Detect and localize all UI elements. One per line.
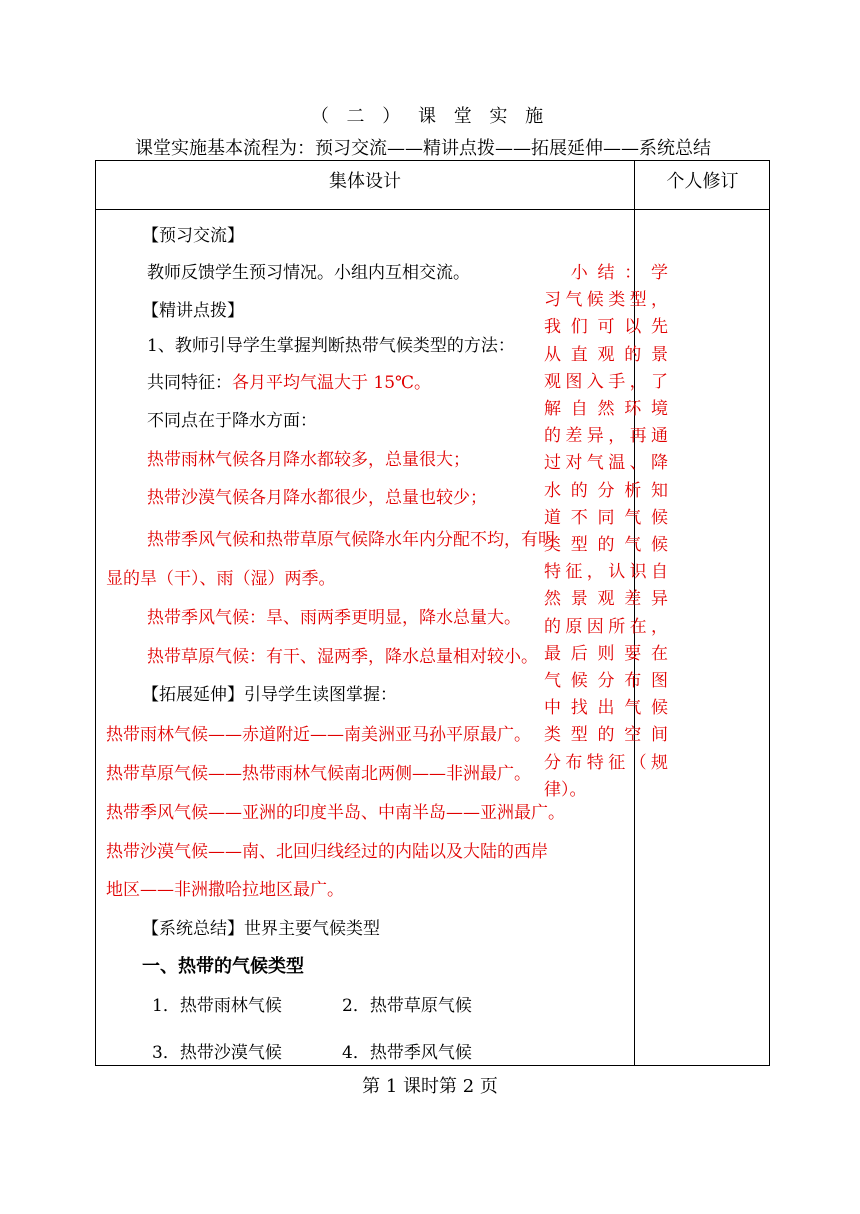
text-line bbox=[142, 914, 380, 939]
list-item: 2．热带草原气候 bbox=[342, 996, 472, 1016]
note-line: 解自然环境 bbox=[544, 399, 668, 420]
text-line: 教师反馈学生预习情况。小组内互相交流。 bbox=[147, 263, 470, 283]
text-line: 热带季风气候和热带草原气候降水年内分配不均，有明 bbox=[147, 530, 555, 550]
note-line: 分布特征（规 bbox=[544, 752, 668, 773]
lesson-table bbox=[95, 160, 770, 1066]
header-personal-revision: 个人修订 bbox=[666, 171, 739, 192]
list-item: 4．热带季风气候 bbox=[342, 1043, 472, 1063]
heading-preview-exchange: 【预习交流】 bbox=[142, 226, 244, 246]
heading-extension: 【拓展延伸】 bbox=[142, 685, 244, 705]
text-line: 地区——非洲撒哈拉地区最广。 bbox=[106, 880, 344, 900]
page-footer: 第 1 课时第 2 页 bbox=[362, 1076, 498, 1097]
text-line bbox=[142, 680, 397, 705]
note-line: 最后则要在 bbox=[544, 643, 668, 664]
text-line bbox=[147, 368, 431, 393]
summary-subheading: 一、热带的气候类型 bbox=[142, 956, 304, 977]
note-line: 过对气温、降 bbox=[544, 453, 668, 474]
note-line: 我们可以先 bbox=[544, 317, 668, 338]
heading-key-explanation: 【精讲点拨】 bbox=[142, 301, 244, 321]
header-collective-design: 集体设计 bbox=[329, 171, 401, 192]
heading-summary: 【系统总结】 bbox=[142, 919, 244, 939]
text-line: 显的旱（干）、雨（湿）两季。 bbox=[106, 569, 336, 589]
note-line: 气候分布图 bbox=[544, 671, 668, 692]
text-line: 不同点在于降水方面： bbox=[147, 411, 317, 431]
text-line: 热带草原气候：有干、湿两季，降水总量相对较小。 bbox=[147, 647, 538, 667]
note-line: 的原因所在， bbox=[544, 616, 668, 637]
list-item: 3．热带沙漠气候 bbox=[152, 1043, 282, 1063]
personal-revision-note bbox=[544, 260, 668, 804]
text-line: 热带沙漠气候——南、北回归线经过的内陆以及大陆的西岸 bbox=[106, 842, 548, 862]
text-line: 热带草原气候——热带雨林气候南北两侧——非洲最广。 bbox=[106, 764, 531, 784]
list-item: 1．热带雨林气候 bbox=[152, 996, 282, 1016]
label-common-feature: 共同特征： bbox=[147, 373, 232, 393]
note-line: 类型的空间 bbox=[544, 725, 668, 746]
note-line: 小结：学 bbox=[544, 263, 668, 283]
note-line: 然景观差异 bbox=[544, 589, 668, 610]
text-line: 1、教师引导学生掌握判断热带气候类型的方法： bbox=[147, 336, 515, 356]
summary-text: 世界主要气候类型 bbox=[244, 919, 380, 939]
common-feature-value: 各月平均气温大于 15℃。 bbox=[232, 373, 432, 393]
note-line: 习气候类型， bbox=[544, 290, 668, 311]
note-line: 道不同气候 bbox=[544, 507, 668, 528]
note-line: 中找出气候 bbox=[544, 698, 668, 719]
text-line: 热带雨林气候各月降水都较多，总量很大； bbox=[147, 450, 470, 470]
extension-text: 引导学生读图掌握： bbox=[244, 685, 397, 705]
flow-description: 课堂实施基本流程为：预习交流——精讲点拨——拓展延伸——系统总结 bbox=[135, 138, 711, 159]
note-line: 的差异，再通 bbox=[544, 426, 668, 447]
note-line: 律）。 bbox=[544, 779, 587, 800]
text-line: 热带季风气候：旱、雨两季更明显，降水总量大。 bbox=[147, 608, 521, 628]
note-line: 类型的气候 bbox=[544, 535, 668, 556]
note-line: 从直观的景 bbox=[544, 344, 668, 365]
text-line: 热带季风气候——亚洲的印度半岛、中南半岛——亚洲最广。 bbox=[106, 803, 565, 823]
text-line: 热带沙漠气候各月降水都很少，总量也较少； bbox=[147, 488, 487, 508]
text-line: 热带雨林气候——赤道附近——南美洲亚马孙平原最广。 bbox=[106, 725, 531, 745]
section-title: （ 二 ） 课 堂 实 施 bbox=[310, 106, 550, 127]
note-line: 观图入手，了 bbox=[544, 371, 668, 392]
note-line: 水的分析知 bbox=[544, 480, 668, 501]
note-line: 特征，认识自 bbox=[544, 562, 668, 583]
